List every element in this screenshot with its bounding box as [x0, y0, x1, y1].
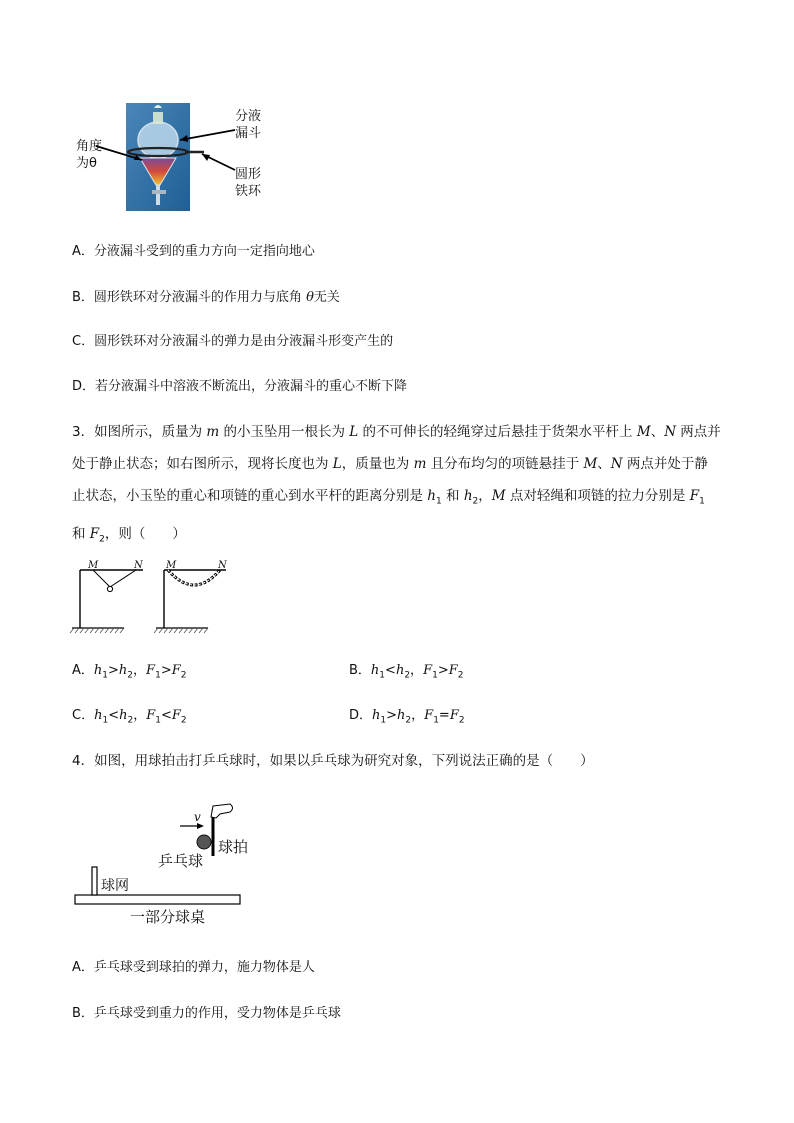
label-m-right: M: [166, 560, 177, 571]
table-top: [75, 895, 240, 904]
q3-line-3: 止状态，小玉坠的重心和项链的重心到水平杆的距离分别是 $h_1$ 和 $h_2$，M 点对轻绳和项链的拉力分别是 $F_1$: [72, 488, 705, 507]
ball: [197, 835, 211, 849]
label-angle: 角度 为θ: [76, 139, 103, 171]
label-m-left: M: [88, 560, 99, 571]
label-net: 球网: [101, 878, 129, 894]
q2-option-b: B．圆形铁环对分液漏斗的作用力与底角 θ无关: [72, 290, 340, 305]
velocity-label: v: [194, 810, 201, 824]
hand: [211, 804, 233, 818]
q4-figure: [70, 800, 270, 926]
q3-option-d: D．$h_1>h_2$，$F_1=F_2$: [349, 708, 465, 726]
funnel-figure: [70, 100, 280, 215]
q3-line-4: 和 $F_2$，则（ ）: [72, 525, 186, 545]
q2-option-d: D．若分液漏斗中溶液不断流出，分液漏斗的重心不断下降: [72, 379, 408, 394]
label-paddle: 球拍: [218, 838, 249, 856]
q2-option-a: A．分液漏斗受到的重力方向一定指向地心: [72, 244, 315, 259]
q4-stem: 4．如图，用球拍击打乒乓球时，如果以乒乓球为研究对象，下列说法正确的是（ ）: [72, 753, 594, 769]
q3-option-a: A．$h_1>h_2$，$F_1>F_2$: [72, 663, 187, 681]
label-table: 一部分球桌: [130, 908, 206, 926]
label-ring: 圆形 铁环: [235, 167, 262, 199]
hanger-diagram: [68, 560, 228, 635]
q3-option-b: B．$h_1<h_2$，$F_1>F_2$: [349, 663, 464, 681]
q4-option-b: B．乒乓球受到重力的作用，受力物体是乒乓球: [72, 1006, 341, 1021]
q3-stem: [72, 416, 732, 555]
q2-option-c: C．圆形铁环对分液漏斗的弹力是由分液漏斗形变产生的: [72, 334, 394, 349]
q4-option-a: A．乒乓球受到球拍的弹力，施力物体是人: [72, 960, 315, 975]
label-funnel: 分液 漏斗: [235, 109, 262, 141]
q3-line-2: 处于静止状态；如右图所示，现将长度也为 L，质量也为 m 且分布均匀的项链悬挂于 M、N 两点并处于静: [72, 456, 708, 472]
label-n-left: N: [134, 560, 143, 571]
q3-option-c: C．$h_1<h_2$，$F_1<F_2$: [72, 708, 187, 726]
q3-figure: [68, 560, 228, 635]
net: [92, 867, 97, 895]
q3-line-1: 3．如图所示，质量为 m 的小玉坠用一根长为 L 的不可伸长的轻绳穿过后悬挂于货架水平杆上 M、N 两点并: [72, 424, 721, 440]
label-ball: 乒乓球: [158, 852, 204, 870]
label-n-right: N: [218, 560, 227, 571]
